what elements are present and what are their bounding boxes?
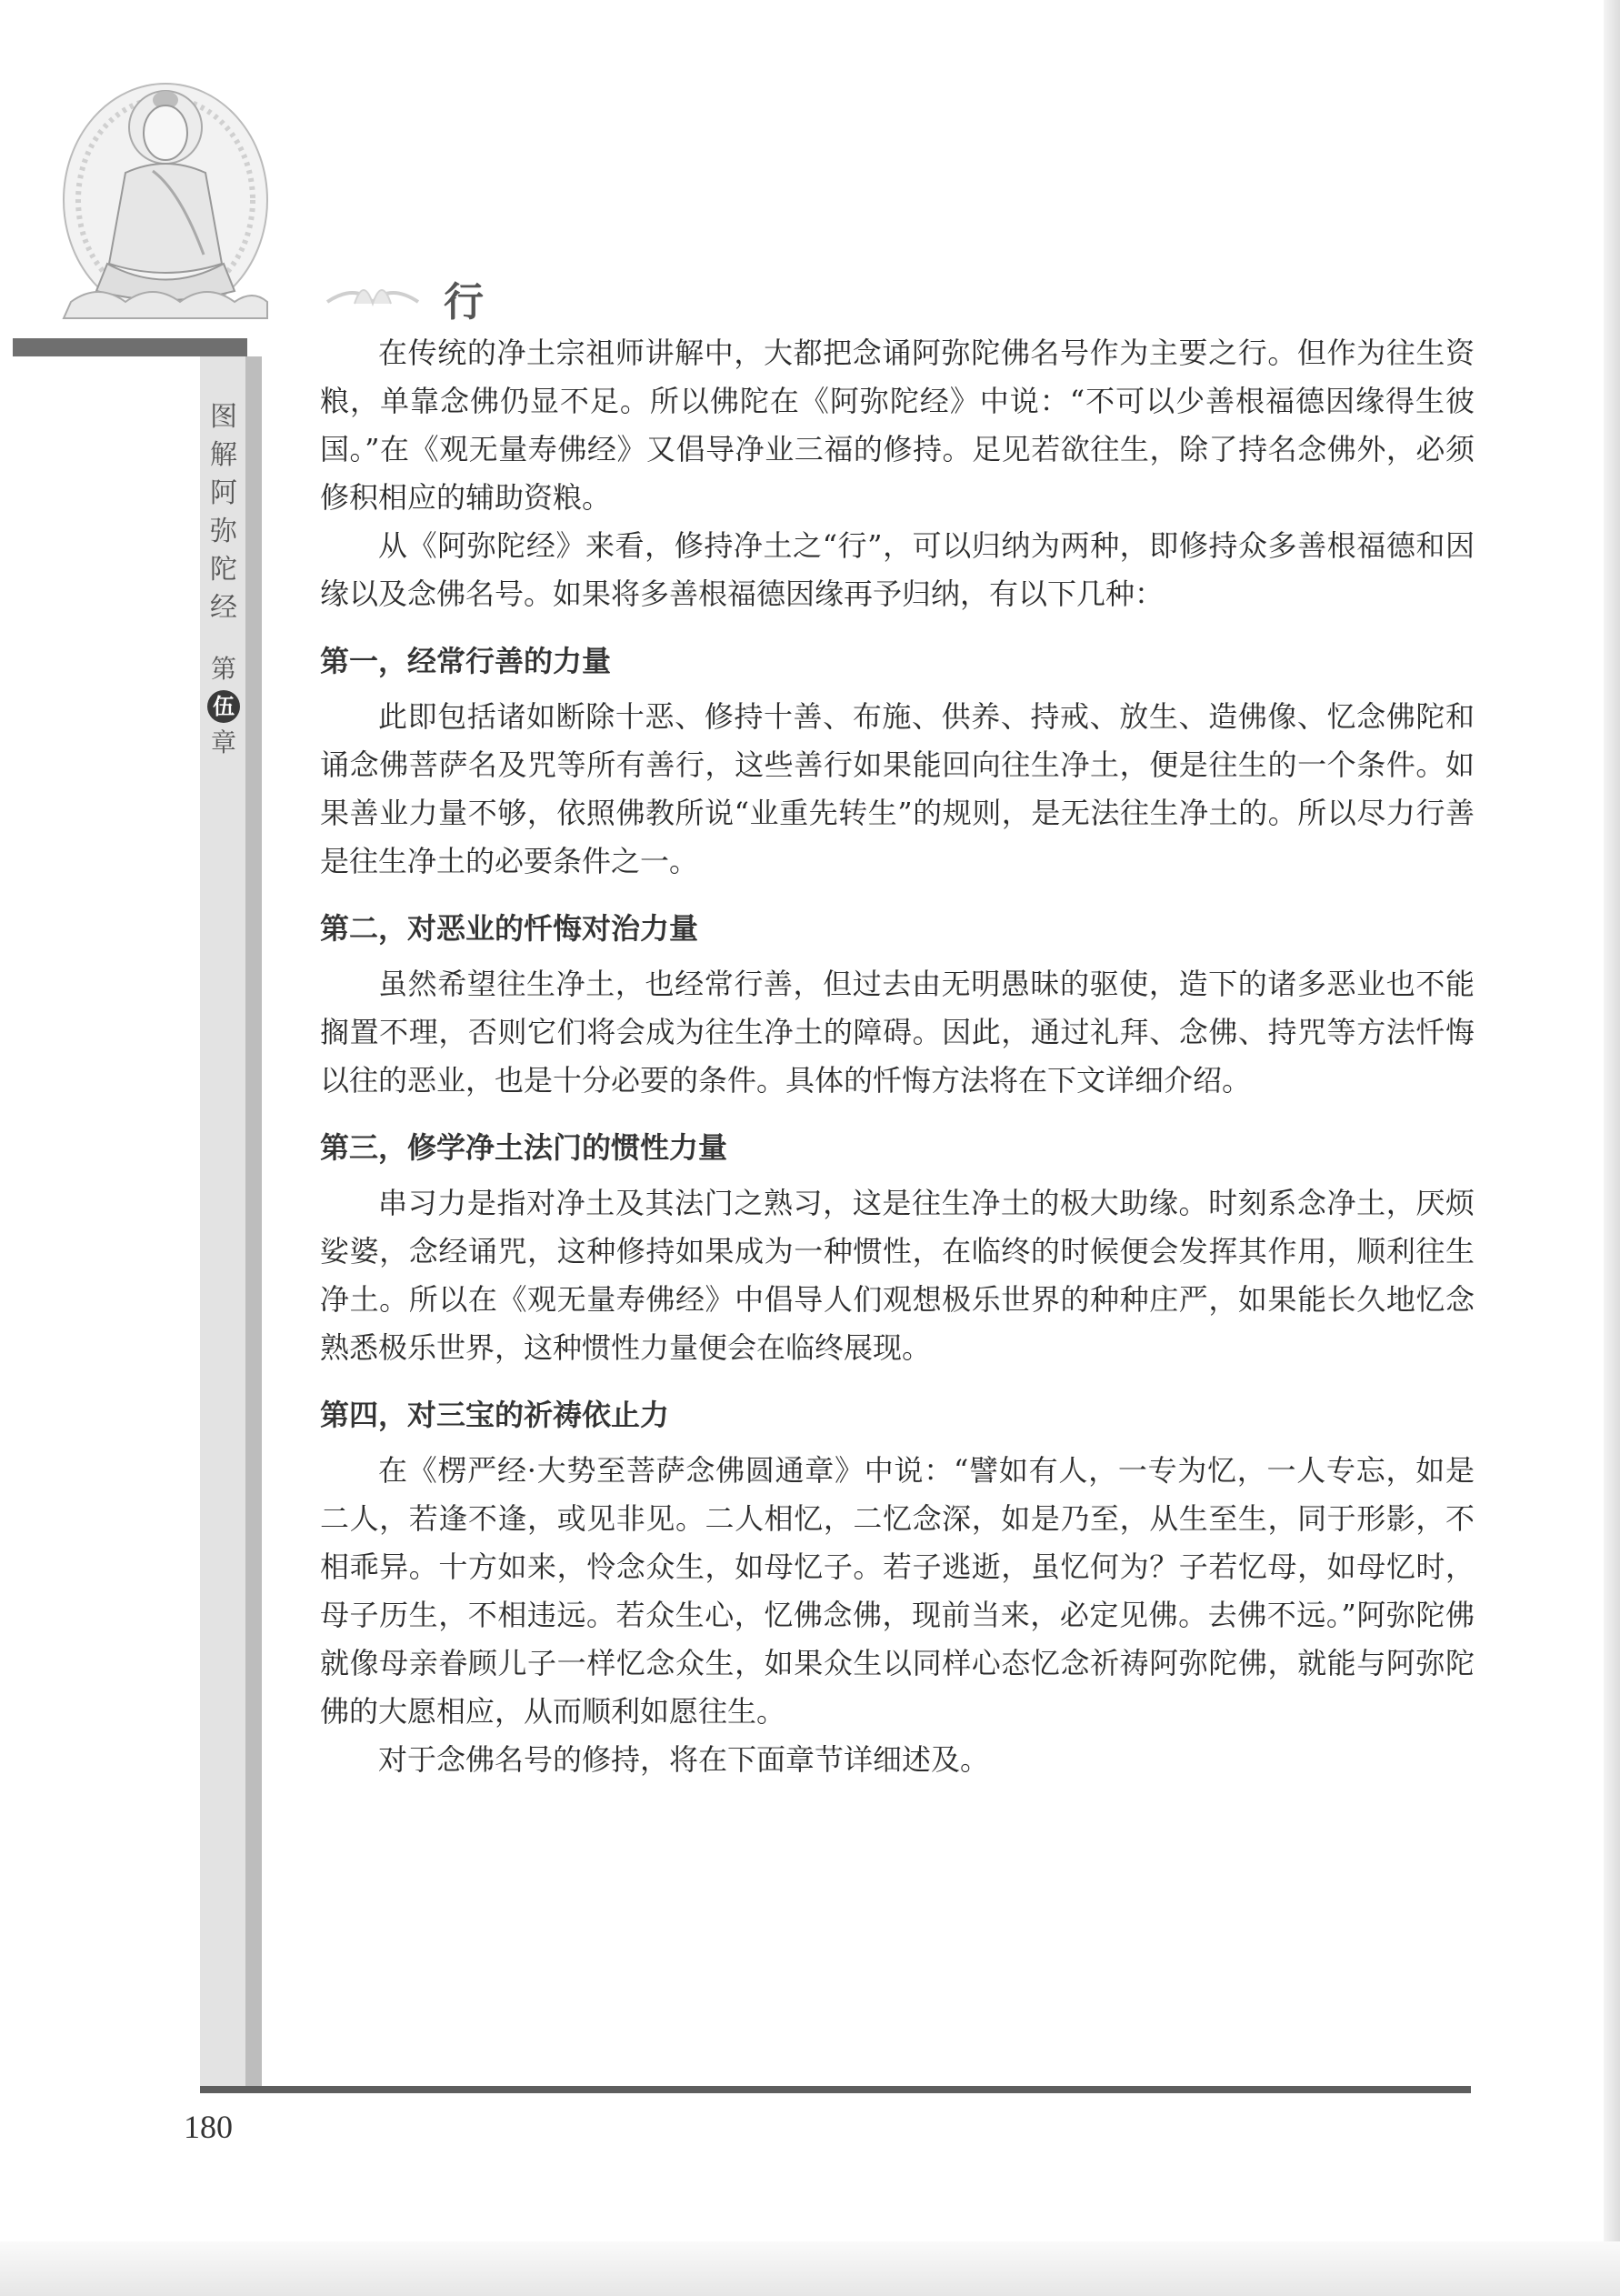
page-number: 180 [184,2109,233,2145]
intro-paragraph: 从《阿弥陀经》来看，修持净土之“行”，可以归纳为两种，即修持众多善根福德和因缘以及念佛名号。如果将多善根福德因缘再予归纳，有以下几种： [320,528,1475,611]
book-title-vertical [202,398,245,627]
section-paragraph: 在《楞严经·大势至菩萨念佛圆通章》中说：“譬如有人，一专为忆，一人专忘，如是二人，若逢不逢，或见非见。二人相忆，二忆念深，如是乃至，从生至生，同于形影，不相乖异。十方如来，怜念众生，如母忆子。若子逃逝，虽忆何为？子若忆母，如母忆时，母子历生，不相违远。若众生心，忆佛念佛，现前当来，必定见佛。去佛不远。”阿弥陀佛就像母亲眷顾儿子一样忆念众生，如果众生以同样心态忆念祈祷阿弥陀佛，就能与阿弥陀佛的大愿相应，从而顺利如愿往生。 [320,1453,1475,1729]
lotus-ornament-icon [318,271,427,313]
book-title-char: 阿 [210,477,237,509]
scan-edge-bottom [0,2241,1620,2296]
section-paragraph: 对于念佛名号的修持，将在下面章节详细述及。 [378,1742,990,1777]
sidebar-top-bar [13,338,247,356]
section-paragraph: 虽然希望往生净土，也经常行善，但过去由无明愚昧的驱使，造下的诸多恶业也不能搁置不理，否则它们将会成为往生净土的障碍。因此，通过礼拜、念佛、持咒等方法忏悔以往的恶业，也是十分必要的条件。具体的忏悔方法将在下文详细介绍。 [320,967,1475,1098]
buddha-illustration [44,64,287,327]
sidebar-column-edge [245,356,262,2091]
section-paragraph: 串习力是指对净土及其法门之熟习，这是往生净土的极大助缘。时刻系念净土，厌烦娑婆，念经诵咒，这种修持如果成为一种惯性，在临终的时候便会发挥其作用，顺利往生净土。所以在《观无量寿佛经》中倡导人们观想极乐世界的种种庄严，如果能长久地忆念熟悉极乐世界，这种惯性力量便会在临终展现。 [320,1186,1475,1365]
section-heading: 第二，对恶业的忏悔对治力量 [320,911,699,946]
chapter-label [202,651,245,761]
chapter-suffix: 章 [210,727,236,757]
book-title-char: 陀 [210,554,237,586]
section-heading: 第四，对三宝的祈祷依止力 [320,1398,670,1432]
section-heading: 第三，修学净土法门的惯性力量 [320,1130,728,1165]
book-title-char: 经 [210,592,237,624]
chapter-number-badge: 伍 [207,690,240,723]
section-title: 行 [444,279,484,326]
book-title-char: 解 [210,439,237,471]
bottom-rule [200,2086,1471,2093]
scan-edge-right [1604,0,1620,2296]
chapter-prefix: 第 [210,654,236,684]
main-text [320,329,1475,1784]
book-title-char: 弥 [210,516,237,547]
intro-paragraph: 在传统的净土宗祖师讲解中，大都把念诵阿弥陀佛名号作为主要之行。但作为往生资粮，单靠念佛仍显不足。所以佛陀在《阿弥陀经》中说：“不可以少善根福德因缘得生彼国。”在《观无量寿佛经》又倡导净业三福的修持。足见若欲往生，除了持名念佛外，必须修积相应的辅助资粮。 [320,336,1475,515]
section-paragraph: 此即包括诸如断除十恶、修持十善、布施、供养、持戒、放生、造佛像、忆念佛陀和诵念佛菩萨名及咒等所有善行，这些善行如果能回向往生净土，便是往生的一个条件。如果善业力量不够，依照佛教所说“业重先转生”的规则，是无法往生净土的。所以尽力行善是往生净土的必要条件之一。 [320,699,1475,878]
section-heading: 第一，经常行善的力量 [320,644,612,678]
book-title-char: 图 [210,401,237,433]
